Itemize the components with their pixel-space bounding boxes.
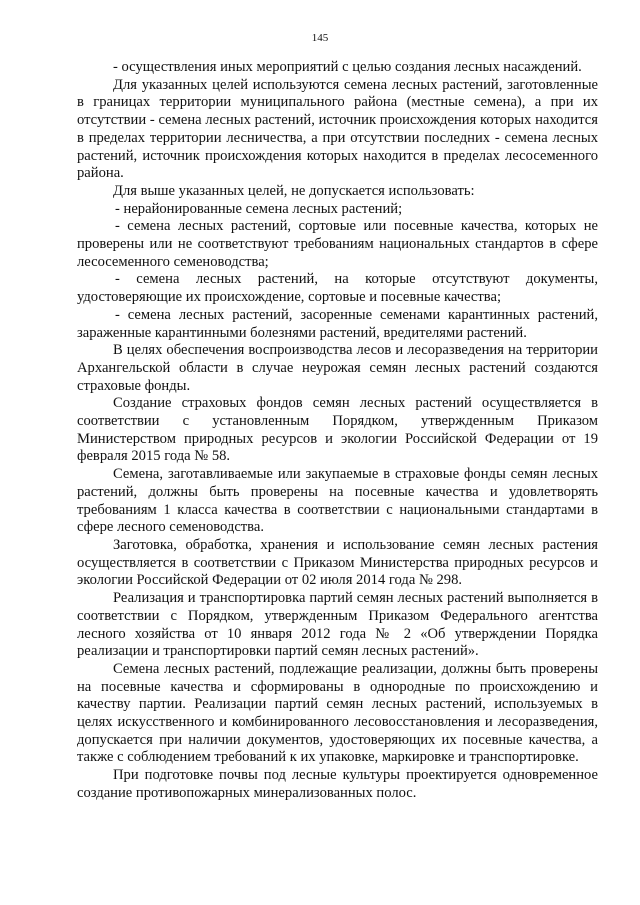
paragraph-4: В целях обеспечения воспроизводства лесов и лесоразведения на территории Архангельской области в случае неурожая семян лесных растений создаются страховые фонды. xyxy=(77,342,598,394)
paragraph-7: Заготовка, обработка, хранения и использование семян лесных растения осуществляется в соответствии с Приказом Министерства природных ресурсов и экологии Российской Федерации от 02 июля 2014 года № 298. xyxy=(77,536,598,589)
paragraph-2: Для указанных целей используются семена лесных растений, заготовленные в границах территории муниципального района (местные семена), а при их отсутствии - семена лесных растений, источник происхождения которых находится в пределах территории лесничества, а при отсутствии последних - семена лесных растений, источник происхождения которых находится в пределах лесосеменного района. xyxy=(77,76,598,182)
document-body xyxy=(77,59,598,803)
paragraph-1: - осуществления иных мероприятий с целью создания лесных насаждений. xyxy=(113,59,582,75)
paragraph-6: Семена, заготавливаемые или закупаемые в страховые фонды семян лесных растений, должны быть проверены на посевные качества и удовлетворять требованиям 1 класса качества в соответствии с национальными стандартами в сфере лесного семеноводства. xyxy=(77,466,598,536)
page-number: 145 xyxy=(311,32,329,44)
list-item-3: - семена лесных растений, на которые отсутствуют документы, удостоверяющие их происхождение, сортовые и посевные качества; xyxy=(77,271,598,306)
list-item-2: - семена лесных растений, сортовые или посевные качества, которых не проверены или не соответствуют требованиям национальных стандартов в сфере лесосеменного семеноводства; xyxy=(77,218,598,270)
paragraph-8: Реализация и транспортировка партий семян лесных растений выполняется в соответствии с Порядком, утвержденным Приказом Федерального агентства лесного хозяйства от 10 января 2012 года № 2 «Об утверждении Порядка реализации и транспортировки партий семян лесных растений». xyxy=(77,590,598,660)
list-item-4: - семена лесных растений, засоренные семенами карантинных растений, зараженные карантинными болезнями растений, вредителями растений. xyxy=(77,306,598,341)
paragraph-10: При подготовке почвы под лесные культуры проектируется одновременное создание противопожарных минерализованных полос. xyxy=(77,767,598,801)
list-item-1: - нерайонированные семена лесных растений; xyxy=(115,200,403,217)
paragraph-5: Создание страховых фондов семян лесных растений осуществляется в соответствии с установленным Порядком, утвержденным Приказом Министерством природных ресурсов и экологии Российской Федерации от 19 февраля 2015 года № 58. xyxy=(77,395,598,465)
paragraph-9: Семена лесных растений, подлежащие реализации, должны быть проверены на посевные качества и сформированы в однородные по происхождению и качеству партии. Реализации партий семян лесных растений, используемых в целях искусственного и комбинированного лесовосстановления и лесоразведения, допускается при наличии документов, удостоверяющих их посевные качества, а также с соблюдением требований к их упаковке, маркировке и транспортировке. xyxy=(77,660,598,766)
paragraph-3: Для выше указанных целей, не допускается использовать: xyxy=(113,182,475,199)
